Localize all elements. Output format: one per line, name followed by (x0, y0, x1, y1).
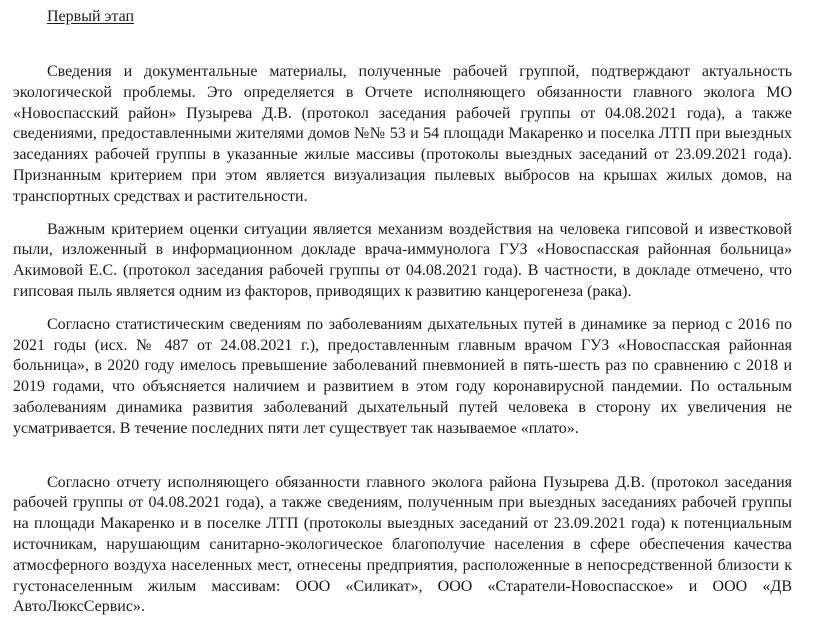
section-heading: Первый этап (47, 8, 135, 25)
document-body (13, 0, 792, 618)
paragraph-respiratory-statistics: Согласно статистическим сведениям по заболеваниям дыхательных путей в динамике за период с 2016 по 2021 годы (исх. № 487 от 24.08.2021 г.), предоставленным главным врачом ГУЗ «Новоспасская районная больница», в 2020 году имелось превышение заболеваний пневмонией в пять-шесть раз по сравнению с 2018 и 2019 годами, что объясняется наличием и развитием в этом году коронавирусной пандемии. По остальным заболеваниям динамика развития заболеваний дыхательный путей человека в сторону их увеличения не усматривается. В течение последних пяти лет существует так называемое «плато». (13, 315, 792, 437)
paragraph-ecological-problem: Сведения и документальные материалы, полученные рабочей группой, подтверждают актуальность экологической проблемы. Это определяется в Отчете исполняющего обязанности главного эколога МО «Новоспасский район» Пузырева Д.В. (протокол заседания рабочей группы от 04.08.2021 года), а также сведениями, предоставленными жителями домов №№ 53 и 54 площади Макаренко и поселка ЛТП при выездных заседаниях рабочей группы в указанные жилые массивы (протоколы выездных заседаний от 23.09.2021 года). Признанным критерием при этом является визуализация пылевых выбросов на крышах жилых домов, на транспортных средствах и растительности. (13, 63, 792, 205)
paragraph-pollution-sources: Согласно отчету исполняющего обязанности главного эколога района Пузырева Д.В. (протокол заседания рабочей группы от 04.08.2021 года), а также сведениям, полученным при выездных заседаниях рабочей группы на площади Макаренко и в поселке ЛТП (протоколы выездных заседаний от 23.09.2021 года) к потенциальным источникам, нарушающим санитарно-экологическое благополучие населения в сфере обеспечения качества атмосферного воздуха населенных мест, отнесены предприятия, расположенные в непосредственной близости к густонаселенным жилым массивам: ООО «Силикат», ООО «Старатели-Новоспасское» и ООО «ДВ АвтоЛюксСервис». (13, 473, 792, 616)
paragraph-dust-impact: Важным критерием оценки ситуации является механизм воздействия на человека гипсовой и известковой пыли, изложенный в информационном докладе врача-иммунолога ГУЗ «Новоспасская районная больница» Акимовой Е.С. (протокол заседания рабочей группы от 04.08.2021 года). В частности, в докладе отмечено, что гипсовая пыль является одним из факторов, приводящих к развитию канцерогенеза (рака). (13, 220, 792, 300)
